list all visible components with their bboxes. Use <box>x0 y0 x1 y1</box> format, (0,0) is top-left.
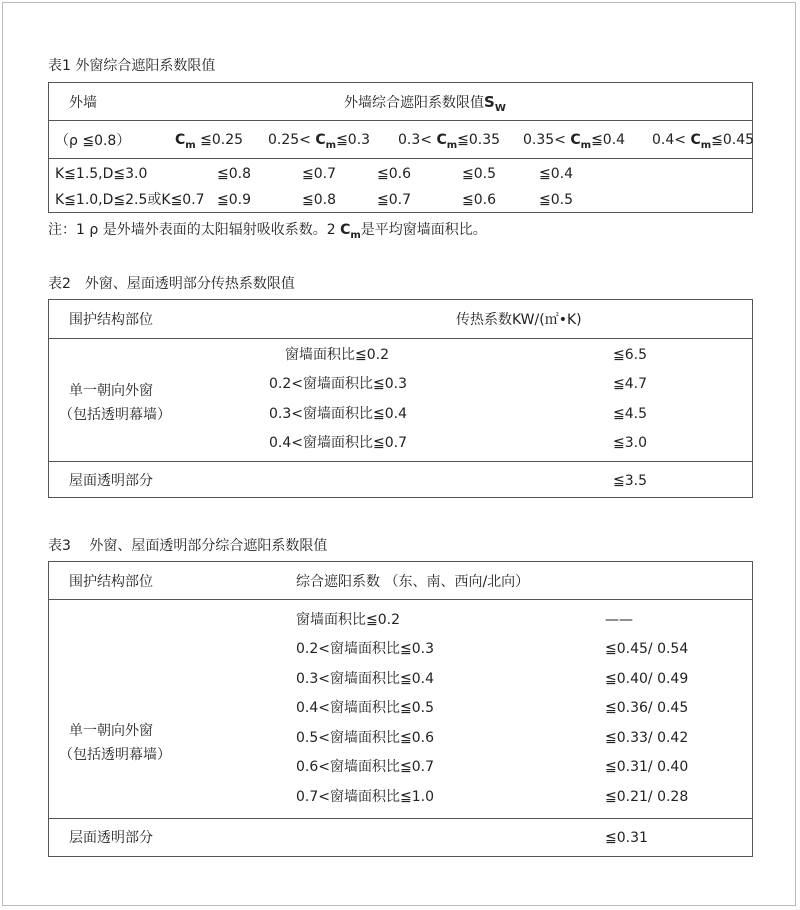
table2-divider-2 <box>49 461 752 462</box>
table1-note: 注：1 ρ 是外墙外表面的太阳辐射吸收系数。2 $C_m$是平均窗墙面积比。 <box>48 222 487 241</box>
table1-row2-value3: ≦0.7 <box>377 192 411 208</box>
table3-roof-label: 层面透明部分 <box>69 830 153 846</box>
table1-row1-value5: ≦0.4 <box>539 166 573 182</box>
table3-row2-value: ≦0.45/ 0.54 <box>605 641 689 657</box>
table1-range-1: $C_m$ ≦0.25 <box>175 132 244 151</box>
table3-divider-2 <box>49 818 752 819</box>
table3-row5-range: 0.5<窗墙面积比≦0.6 <box>296 730 434 746</box>
table3-row4-range: 0.4<窗墙面积比≦0.5 <box>296 700 434 716</box>
table2-row1-range: 窗墙面积比≦0.2 <box>285 347 389 363</box>
table1-header-title-text: 外墙综合遮阳系数限值 <box>344 95 484 111</box>
table2-row3-value: ≦4.5 <box>613 406 647 422</box>
table1-row2-value5: ≦0.5 <box>539 192 573 208</box>
table1-range-3: $0.3< C_m≦0.35$ <box>398 132 501 151</box>
table3-row7-value: ≦0.21/ 0.28 <box>605 789 689 805</box>
sw-symbol: $S_W$ <box>484 93 506 114</box>
table1-row1-value1: ≦0.8 <box>217 166 251 182</box>
table1-row2-value4: ≦0.6 <box>462 192 496 208</box>
table1-row1-label: K≦1.5,D≦3.0 <box>55 166 148 182</box>
table3-caption: 表3 外窗、屋面透明部分综合遮阳系数限值 <box>48 538 328 554</box>
table1-row2-label: K≦1.0,D≦2.5或K≦0.7 <box>55 192 205 208</box>
table1-range-5: $0.4< C_m≦0.45$ <box>652 132 755 151</box>
table1-row1-value2: ≦0.7 <box>302 166 336 182</box>
table3-row2-range: 0.2<窗墙面积比≦0.3 <box>296 641 434 657</box>
table2-header-col2: 传热系数KW/(㎡•K) <box>456 312 582 328</box>
table3-header-col2: 综合遮阳系数 （东、南、西向/北向） <box>296 574 530 590</box>
table1-header-col1: 外墙 <box>69 95 97 111</box>
table2-row4-value: ≦3.0 <box>613 435 647 451</box>
table1-divider-1 <box>49 120 752 121</box>
table1-row2-value1: ≦0.9 <box>217 192 251 208</box>
table1-range-4: $0.35< C_m≦0.4$ <box>523 132 626 151</box>
table2 <box>48 299 753 498</box>
table2-group-label-2: （包括透明幕墙） <box>59 407 171 423</box>
table3-row7-range: 0.7<窗墙面积比≦1.0 <box>296 789 434 805</box>
table2-roof-value: ≦3.5 <box>613 473 647 489</box>
table1-row1-value4: ≦0.5 <box>462 166 496 182</box>
table3-roof-value: ≦0.31 <box>605 830 648 846</box>
table3-row1-range: 窗墙面积比≦0.2 <box>296 612 400 628</box>
table3-row3-value: ≦0.40/ 0.49 <box>605 671 689 687</box>
table3 <box>48 561 753 857</box>
table2-group-label-1: 单一朝向外窗 <box>69 383 153 399</box>
table1-caption: 表1 外窗综合遮阳系数限值 <box>48 58 216 74</box>
table1-divider-2 <box>49 158 752 159</box>
table3-row1-value: —— <box>605 612 633 628</box>
table3-row6-value: ≦0.31/ 0.40 <box>605 759 689 775</box>
table3-row4-value: ≦0.36/ 0.45 <box>605 700 689 716</box>
table3-header-col1: 围护结构部位 <box>69 574 153 590</box>
table1-header-title <box>344 93 506 118</box>
table1-row2-value2: ≦0.8 <box>302 192 336 208</box>
table3-divider-1 <box>49 599 752 600</box>
table3-row6-range: 0.6<窗墙面积比≦0.7 <box>296 759 434 775</box>
table2-row2-range: 0.2<窗墙面积比≦0.3 <box>269 376 407 392</box>
table2-row3-range: 0.3<窗墙面积比≦0.4 <box>269 406 407 422</box>
table1-row1-value3: ≦0.6 <box>377 166 411 182</box>
table1-range-2: $0.25< C_m≦0.3$ <box>268 132 371 151</box>
table2-caption: 表2 外窗、屋面透明部分传热系数限值 <box>48 276 295 292</box>
table2-header-col1: 围护结构部位 <box>69 312 153 328</box>
table2-row4-range: 0.4<窗墙面积比≦0.7 <box>269 435 407 451</box>
table3-group-label-1: 单一朝向外窗 <box>69 723 153 739</box>
table3-group-label-2: （包括透明幕墙） <box>59 747 171 763</box>
table1 <box>48 82 753 213</box>
table2-row1-value: ≦6.5 <box>613 347 647 363</box>
table1-subheader-col1: （ρ ≦0.8） <box>55 133 131 149</box>
table2-divider-1 <box>49 338 752 339</box>
table2-roof-label: 屋面透明部分 <box>69 473 153 489</box>
table2-row2-value: ≦4.7 <box>613 376 647 392</box>
table3-row3-range: 0.3<窗墙面积比≦0.4 <box>296 671 434 687</box>
table3-row5-value: ≦0.33/ 0.42 <box>605 730 689 746</box>
